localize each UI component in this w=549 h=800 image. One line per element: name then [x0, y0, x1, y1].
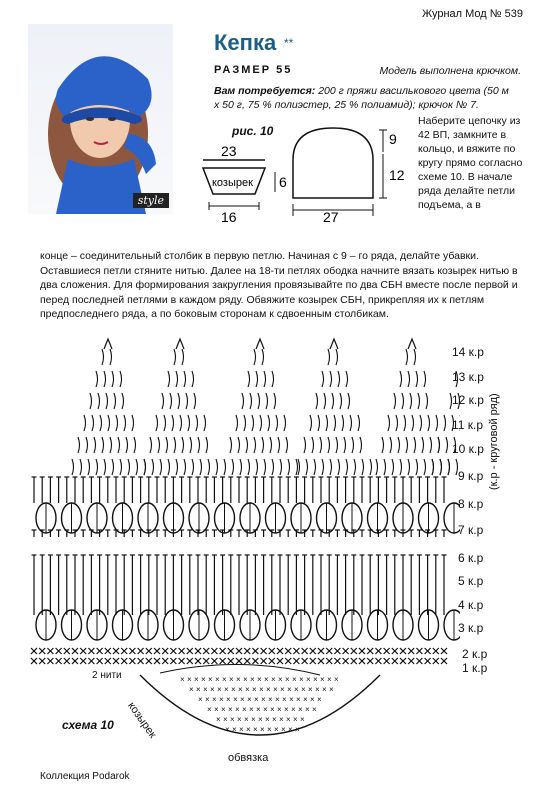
- visor-stitch: ×: [244, 715, 249, 724]
- visor-stitch: ×: [327, 675, 332, 684]
- visor-stitch: ×: [270, 705, 275, 714]
- visor-stitch: ×: [205, 695, 210, 704]
- visor-stitch: ×: [265, 715, 270, 724]
- row-label: 5 к.р: [458, 574, 484, 588]
- visor-stitch: ×: [239, 725, 244, 734]
- visor-stitch: ×: [237, 715, 242, 724]
- materials-text: 200 г пряжи василькового цвета (50 м х 50 г, 75 % полиэстер, 25 % полиамид); крючок № 7.: [214, 85, 509, 111]
- visor-stitch: ×: [249, 705, 254, 714]
- visor-stitch: ×: [305, 705, 310, 714]
- row-label: 2 к.р: [462, 647, 488, 661]
- figure-title: рис. 10: [232, 124, 274, 138]
- visor-stitch: ×: [214, 705, 219, 714]
- visor-stitch: ×: [256, 705, 261, 714]
- visor-stitch: ×: [236, 675, 241, 684]
- visor-stitch: ×: [221, 705, 226, 714]
- visor-stitch: ×: [251, 715, 256, 724]
- visor-stitch: ×: [231, 685, 236, 694]
- visor-stitch: ×: [246, 725, 251, 734]
- visor-stitch: ×: [238, 685, 243, 694]
- row-label: 13 к.р: [452, 370, 484, 384]
- visor-stitch: ×: [312, 705, 317, 714]
- dim-27: 27: [323, 209, 339, 225]
- visor-stitch: ×: [288, 725, 293, 734]
- dim-16: 16: [221, 209, 237, 225]
- visor-stitch: ×: [254, 695, 259, 704]
- row-label: 9 к.р: [458, 469, 484, 483]
- visor-stitch: ×: [334, 675, 339, 684]
- row-label: 1 к.р: [462, 661, 488, 675]
- dim-6: 6: [279, 174, 287, 190]
- visor-stitch: ×: [277, 705, 282, 714]
- visor-stitch: ×: [284, 705, 289, 714]
- visor-stitch: ×: [259, 685, 264, 694]
- visor-stitch: ×: [261, 695, 266, 704]
- visor-stitch: ×: [196, 685, 201, 694]
- visor-stitch: ×: [194, 675, 199, 684]
- visor-stitch: ×: [253, 725, 258, 734]
- visor-stitch: ×: [230, 715, 235, 724]
- edging-label: обвязка: [228, 752, 269, 764]
- vertical-note: (к.р - круговой ряд): [488, 393, 500, 490]
- instructions-side: Наберите цепочку из 42 ВП, замкните в кольцо, и вяжите по кругу прямо согласно схеме 10. В начале ряда делайте петли подъема, а в: [418, 115, 523, 211]
- visor-stitch: ×: [301, 685, 306, 694]
- visor-stitch: ×: [286, 715, 291, 724]
- visor-stitch: ×: [216, 715, 221, 724]
- row-label: 4 к.р: [458, 598, 484, 612]
- dim-12: 12: [389, 167, 405, 183]
- visor-stitch: ×: [225, 725, 230, 734]
- visor-stitch: ×: [219, 695, 224, 704]
- row-label: 14 к.р: [452, 345, 484, 359]
- dim-23: 23: [221, 143, 237, 159]
- visor-stitch: ×: [258, 715, 263, 724]
- visor-stitch: ×: [285, 675, 290, 684]
- visor-stitch: ×: [287, 685, 292, 694]
- visor-label: козырек: [125, 700, 159, 741]
- visor-stitch: ×: [278, 675, 283, 684]
- dim-visor: козырек: [212, 177, 253, 189]
- visor-stitch: ×: [210, 685, 215, 694]
- visor-stitch: ×: [235, 705, 240, 714]
- page-title: Кепка: [214, 30, 277, 55]
- row-label: 3 к.р: [458, 621, 484, 635]
- visor-stitch: ×: [320, 675, 325, 684]
- visor-stitch: ×: [232, 725, 237, 734]
- visor-stitch: ×: [257, 675, 262, 684]
- visor-stitch: ×: [272, 715, 277, 724]
- visor-stitch: ×: [315, 685, 320, 694]
- visor-stitch: ×: [291, 705, 296, 714]
- row-label: 6 к.р: [458, 551, 484, 565]
- size-label: РАЗМЕР 55: [214, 64, 293, 76]
- visor-stitch: ×: [268, 695, 273, 704]
- visor-stitch: ×: [224, 685, 229, 694]
- visor-stitch: ×: [226, 695, 231, 704]
- visor-stitch: ×: [207, 705, 212, 714]
- visor-stitch: ×: [322, 685, 327, 694]
- visor-stitch: ×: [266, 685, 271, 694]
- two-threads-label: 2 нити: [92, 670, 122, 681]
- visor-stitch: ×: [317, 695, 322, 704]
- row-label: 7 к.р: [458, 523, 484, 537]
- visor-stitch: ×: [233, 695, 238, 704]
- visor-stitch: ×: [260, 725, 265, 734]
- visor-stitch: ×: [298, 705, 303, 714]
- visor-stitch: ×: [222, 675, 227, 684]
- visor-stitch: ×: [273, 685, 278, 694]
- dim-9: 9: [389, 131, 397, 147]
- visor-stitch: ×: [240, 695, 245, 704]
- instructions-main: конце – соединительный столбик в первую петлю. Начиная с 9 – го ряда, делайте убавки. Оставшиеся петли стяните нитью. Далее на 18-ти петлях ободка начните вязать козырек нитью в два сложения. Для формирования закругления провязывайте по два СБН вместе после первой и перед последней петлями в каждом ряду. Обвяжите козырек СБН, прикрепляя их к петлям предпоследнего ряда, а по боковым сторонам к сдвоенным столбикам.: [40, 250, 518, 320]
- visor-stitch: ×: [180, 675, 185, 684]
- visor-stitch: ×: [292, 675, 297, 684]
- visor-stitch: ×: [228, 705, 233, 714]
- visor-stitch: ×: [217, 685, 222, 694]
- visor-stitch: ×: [208, 675, 213, 684]
- visor-stitch: ×: [264, 675, 269, 684]
- visor-stitch: ×: [198, 695, 203, 704]
- visor-stitch: ×: [252, 685, 257, 694]
- visor-stitch: ×: [313, 675, 318, 684]
- visor-stitch: ×: [250, 675, 255, 684]
- visor-stitch: ×: [279, 715, 284, 724]
- visor-stitch: ×: [189, 685, 194, 694]
- row-label: 12 к.р: [452, 393, 484, 407]
- visor-stitch: ×: [247, 695, 252, 704]
- visor-stitch: ×: [212, 695, 217, 704]
- row-label: 8 к.р: [458, 497, 484, 511]
- visor-stitch: ×: [293, 715, 298, 724]
- visor-stitch: ×: [303, 695, 308, 704]
- visor-stitch: ×: [245, 685, 250, 694]
- visor-stitch: ×: [275, 695, 280, 704]
- visor-stitch: ×: [300, 715, 305, 724]
- visor-stitch: ×: [294, 685, 299, 694]
- materials-label: Вам потребуется:: [214, 85, 316, 97]
- journal-issue: Журнал Мод № 539: [421, 8, 523, 20]
- visor-stitch: ×: [308, 685, 313, 694]
- visor-stitch: ×: [201, 675, 206, 684]
- visor-stitch: ×: [310, 695, 315, 704]
- visor-stitch: ×: [296, 695, 301, 704]
- visor-stitch: ×: [267, 725, 272, 734]
- style-tag: style: [133, 193, 169, 208]
- visor-stitch: ×: [271, 675, 276, 684]
- visor-stitch: ×: [280, 685, 285, 694]
- visor-stitch: ×: [243, 675, 248, 684]
- visor-stitch: ×: [329, 685, 334, 694]
- visor-stitch: ×: [223, 715, 228, 724]
- visor-stitch: ×: [274, 725, 279, 734]
- visor-stitch: ×: [187, 675, 192, 684]
- model-note: Модель выполнена крючком.: [379, 65, 521, 77]
- row-label: 11 к.р: [452, 418, 484, 432]
- schema-label: схема 10: [62, 718, 114, 732]
- visor-stitch: ×: [306, 675, 311, 684]
- visor-stitch: ×: [263, 705, 268, 714]
- difficulty-stars: **: [284, 36, 294, 50]
- visor-stitch: ×: [242, 705, 247, 714]
- visor-stitch: ×: [229, 675, 234, 684]
- visor-stitch: ×: [215, 675, 220, 684]
- collection-label: Коллекция Podarok: [40, 771, 130, 782]
- row-label: 10 к.р: [452, 442, 484, 456]
- visor-stitch: ×: [281, 725, 286, 734]
- visor-stitch: ×: [289, 695, 294, 704]
- visor-stitch: ×: [295, 725, 300, 734]
- visor-stitch: ×: [299, 675, 304, 684]
- visor-stitch: ×: [282, 695, 287, 704]
- visor-stitch: ×: [203, 685, 208, 694]
